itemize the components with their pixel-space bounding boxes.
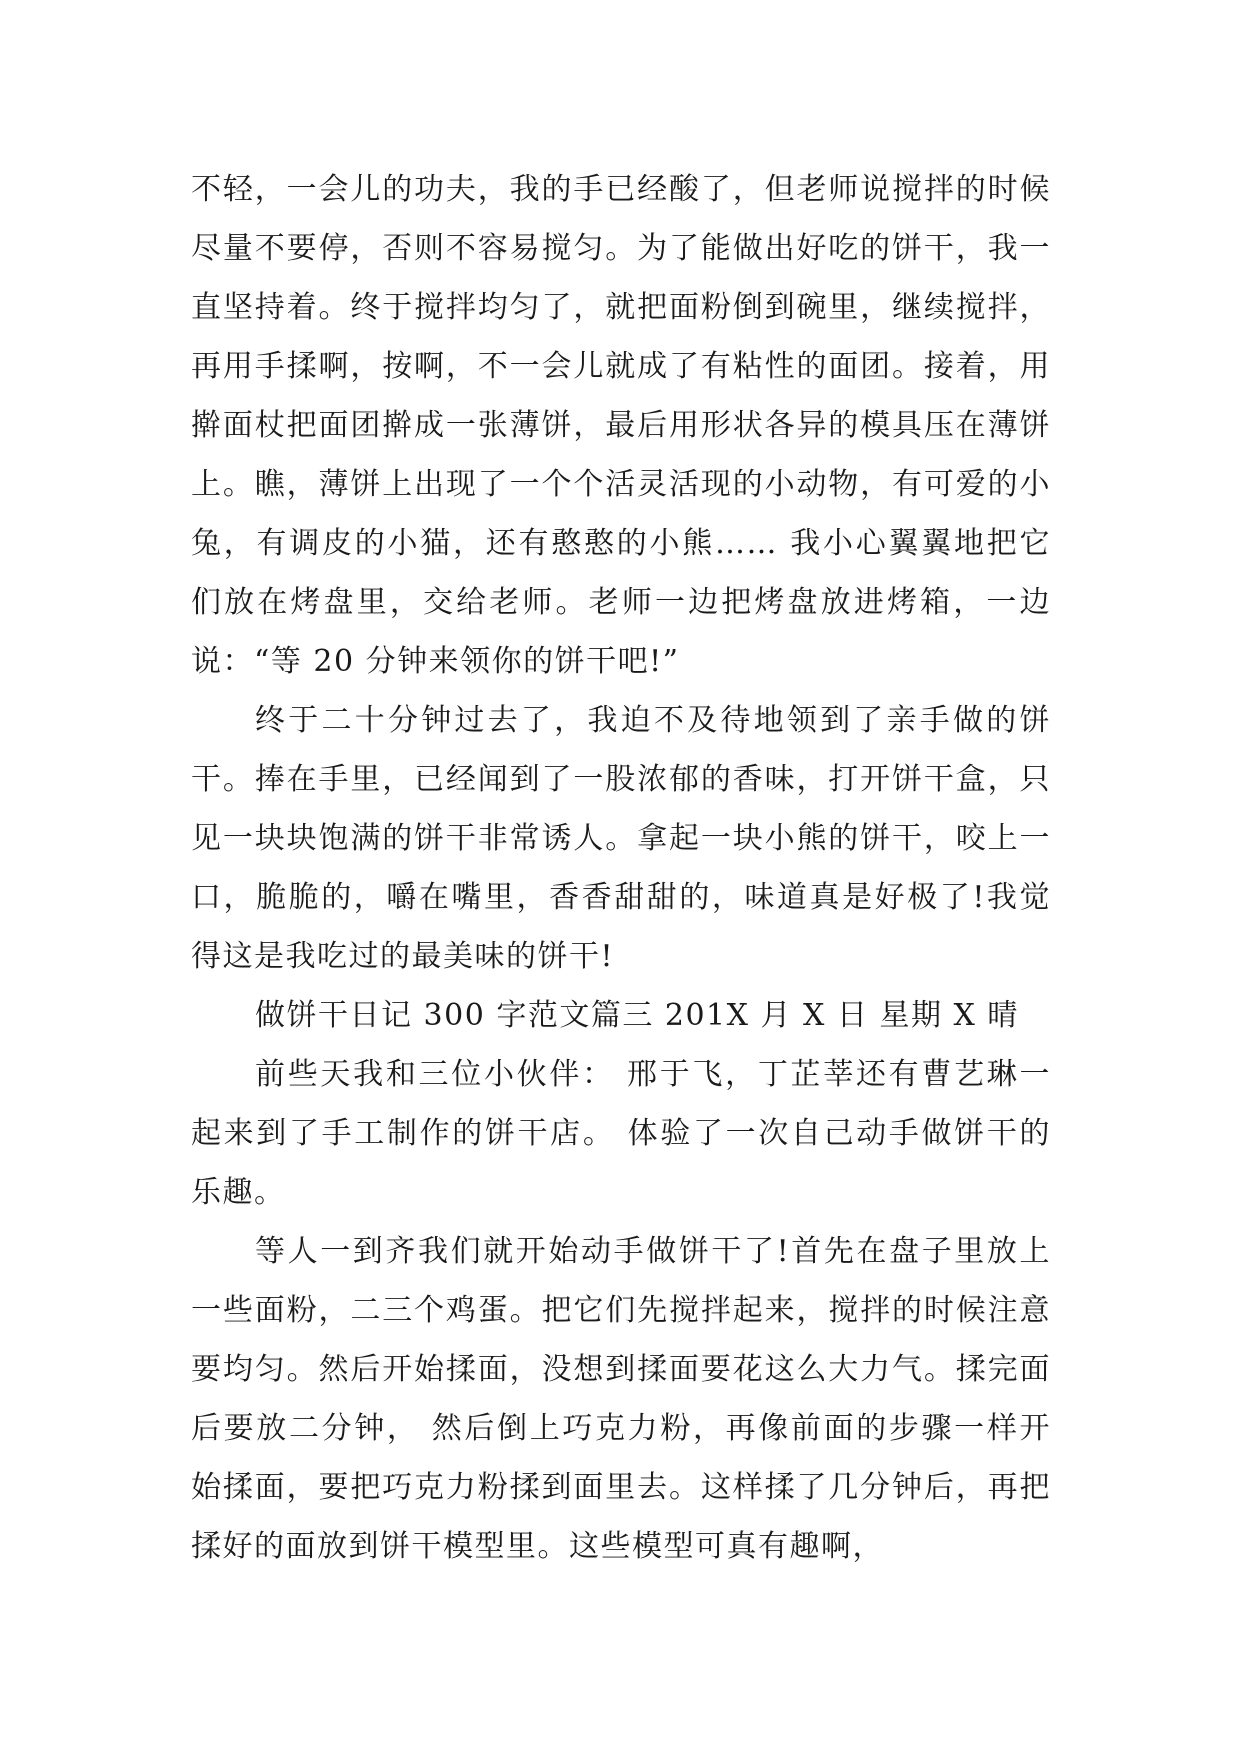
paragraph-3: 前些天我和三位小伙伴： 邢于飞，丁芷莘还有曹艺琳一起来到了手工制作的饼干店。 体验了一次自己动手做饼干的乐趣。 bbox=[191, 1057, 1051, 1210]
paragraph-4: 等人一到齐我们就开始动手做饼干了!首先在盘子里放上一些面粉，二三个鸡蛋。把它们先搅拌起来，搅拌的时候注意要均匀。然后开始揉面，没想到揉面要花这么大力气。揉完面后要放二分钟， 然后倒上巧克力粉，再像前面的步骤一样开始揉面，要把巧克力粉揉到面里去。这样揉了几分钟后，再把揉好的面放到饼干模型里。这些模型可真有趣啊， bbox=[191, 1234, 1051, 1564]
paragraph-2: 终于二十分钟过去了，我迫不及待地领到了亲手做的饼干。捧在手里，已经闻到了一股浓郁的香味，打开饼干盒，只见一块块饱满的饼干非常诱人。拿起一块小熊的饼干，咬上一口，脆脆的，嚼在嘴里，香香甜甜的，味道真是好极了!我觉得这是我吃过的最美味的饼干! bbox=[191, 703, 1051, 974]
section-heading: 做饼干日记 300 字范文篇三 201X 月 X 日 星期 X 晴 bbox=[255, 998, 1019, 1033]
paragraph-1: 不轻，一会儿的功夫，我的手已经酸了，但老师说搅拌的时候尽量不要停，否则不容易搅匀。为了能做出好吃的饼干，我一直坚持着。终于搅拌均匀了，就把面粉倒到碗里，继续搅拌，再用手揉啊，按啊，不一会儿就成了有粘性的面团。接着，用擀面杖把面团擀成一张薄饼，最后用形状各异的模具压在薄饼上。瞧，薄饼上出现了一个个活灵活现的小动物，有可爱的小兔，有调皮的小猫，还有憨憨的小熊…… 我小心翼翼地把它们放在烤盘里，交给老师。老师一边把烤盘放进烤箱，一边说：“等 20 分钟来领你的饼干吧!” bbox=[191, 172, 1051, 679]
document-body bbox=[191, 160, 1051, 1576]
